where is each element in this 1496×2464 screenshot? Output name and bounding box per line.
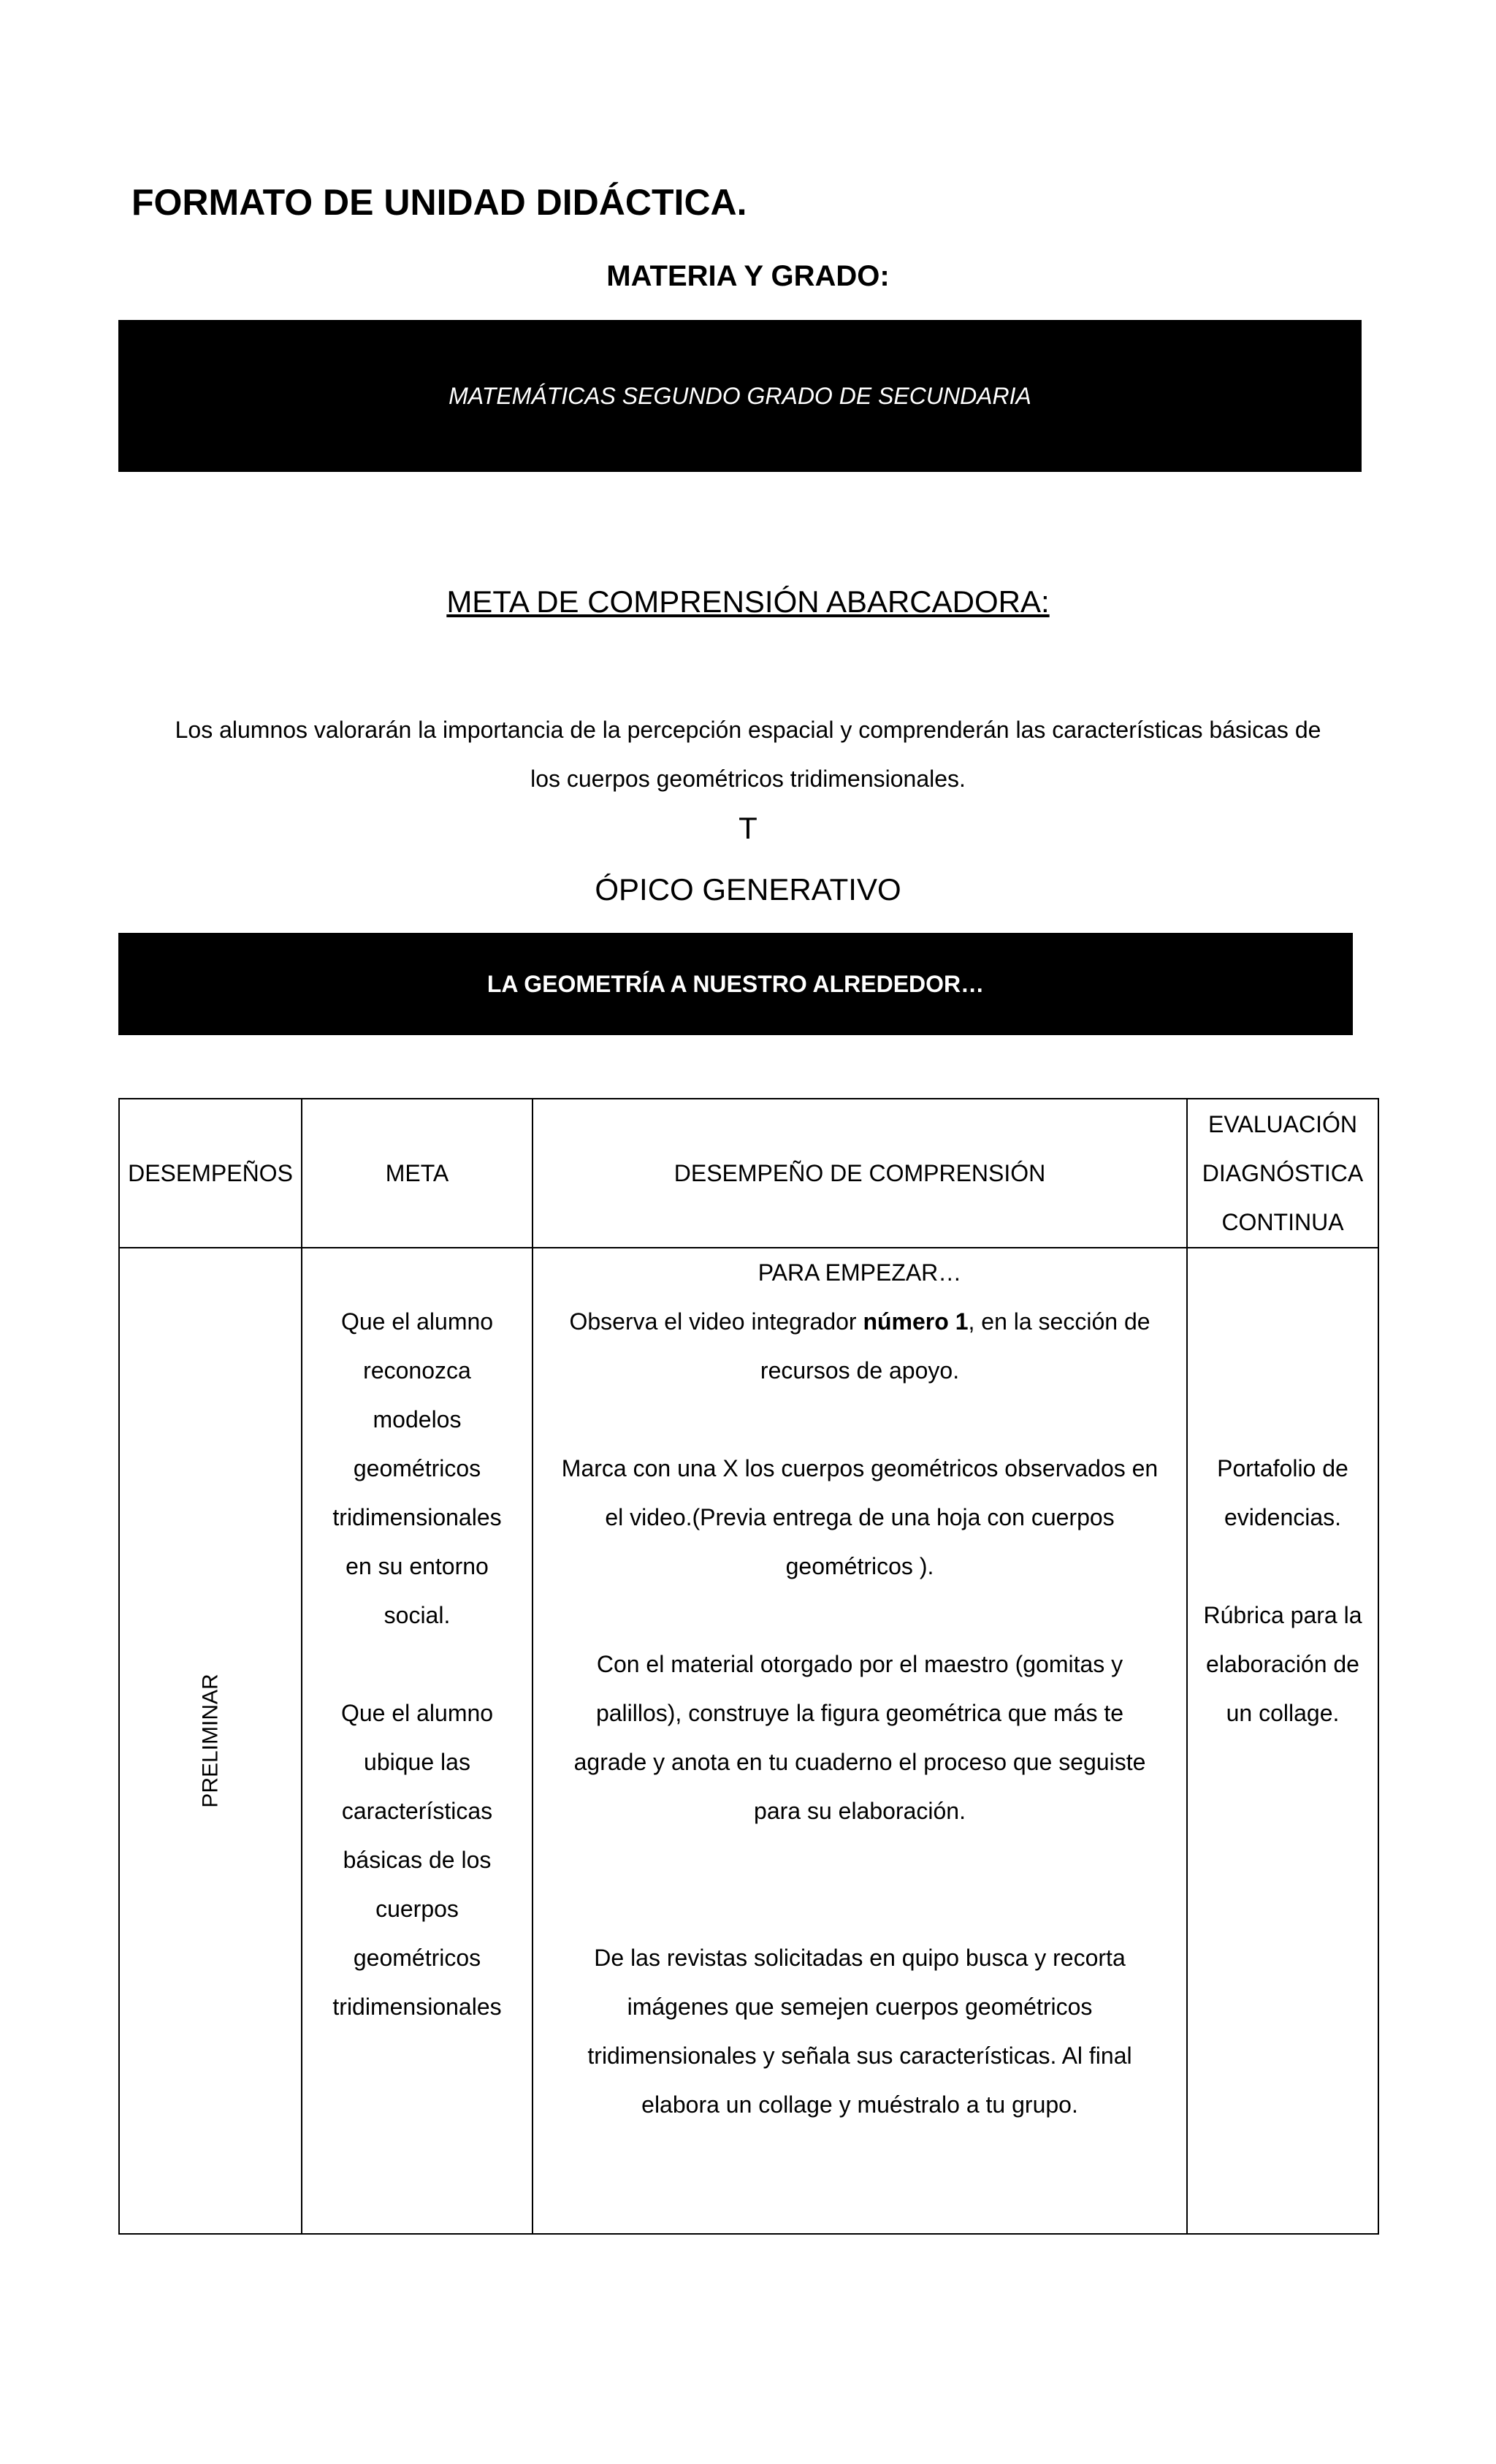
meta-line (310, 1640, 524, 1689)
meta-line: reconozca (363, 1357, 471, 1384)
revistas-line: tridimensionales y señala sus características. Al final (587, 2042, 1132, 2069)
stage-label: PRELIMINAR (198, 1674, 223, 1808)
meta-line: modelos (373, 1406, 462, 1433)
material-line: agrade y anota en tu cuaderno el proceso que seguiste (573, 1749, 1146, 1775)
header-meta: META (302, 1099, 533, 1248)
evaluacion-line: elaboración de (1206, 1651, 1359, 1677)
meta-line: ubique las (364, 1749, 470, 1775)
meta-line: cuerpos (375, 1896, 459, 1922)
topico-banner (118, 933, 1353, 1035)
material-line: palillos), construye la figura geométrica que más te (595, 1700, 1124, 1726)
table-header-row (119, 1099, 1378, 1248)
meta-text-line: los cuerpos geométricos tridimensionales. (530, 766, 966, 792)
video-number: número 1 (863, 1308, 969, 1335)
header-comprension: DESEMPEÑO DE COMPRENSIÓN (533, 1099, 1187, 1248)
evaluacion-line: evidencias. (1224, 1504, 1342, 1530)
materia-banner (118, 320, 1362, 472)
evaluacion-line: un collage. (1226, 1700, 1340, 1726)
page-title: FORMATO DE UNIDAD DIDÁCTICA. (131, 182, 747, 223)
topico-heading-first: T (739, 811, 757, 845)
header-desempenos: DESEMPEÑOS (119, 1099, 302, 1248)
table-row (119, 1248, 1378, 2234)
meta-line: tridimensionales (332, 1994, 502, 2020)
video-line-2: recursos de apoyo. (760, 1357, 960, 1384)
materia-value: MATEMÁTICAS SEGUNDO GRADO DE SECUNDARIA (449, 382, 1031, 409)
material-line: Con el material otorgado por el maestro (gomitas y (596, 1651, 1123, 1677)
video-line: Observa el video integrador número 1, en la sección de (569, 1308, 1150, 1335)
materia-label: MATERIA Y GRADO: (606, 260, 890, 292)
meta-lines (310, 1248, 524, 2032)
evaluacion-line: Portafolio de (1217, 1455, 1348, 1481)
revistas-line: imágenes que semejen cuerpos geométricos (627, 1994, 1093, 2020)
meta-line: Que el alumno (340, 1700, 494, 1726)
comprension-cell (533, 1248, 1187, 2234)
evaluacion-cell (1187, 1248, 1378, 2234)
meta-text (131, 706, 1365, 804)
meta-line: Que el alumno (340, 1308, 494, 1335)
meta-line: geométricos (353, 1455, 481, 1481)
unit-table (118, 1098, 1379, 2235)
meta-cell (302, 1248, 533, 2234)
meta-line: social. (383, 1602, 451, 1628)
marca-line: el video.(Previa entrega de una hoja con cuerpos (605, 1504, 1115, 1530)
material-line: para su elaboración. (754, 1798, 966, 1824)
revistas-line: elabora un collage y muéstralo a tu grupo. (641, 2091, 1078, 2118)
comprension-lines (541, 1248, 1179, 2129)
meta-line: en su entorno (346, 1553, 489, 1579)
meta-text-line: Los alumnos valorarán la importancia de la percepción espacial y comprenderán las características básicas de (175, 717, 1321, 743)
revistas-line: De las revistas solicitadas en quipo busca y recorta (594, 1945, 1126, 1971)
header-evaluacion-line: EVALUACIÓN (1208, 1110, 1357, 1137)
meta-line: básicas de los (343, 1847, 492, 1873)
meta-line: geométricos (353, 1945, 481, 1971)
evaluacion-lines (1195, 1248, 1370, 1738)
topico-value: LA GEOMETRÍA A NUESTRO ALREDEDOR… (486, 970, 985, 997)
meta-heading: META DE COMPRENSIÓN ABARCADORA: (446, 584, 1050, 619)
meta-line: tridimensionales (332, 1504, 502, 1530)
topico-heading-rest: ÓPICO GENERATIVO (595, 872, 901, 907)
stage-cell (119, 1248, 302, 2234)
meta-line: características (341, 1798, 493, 1824)
marca-line: geométricos ). (785, 1553, 934, 1579)
marca-line: Marca con una X los cuerpos geométricos observados en (561, 1455, 1159, 1481)
header-evaluacion-line: DIAGNÓSTICA (1202, 1159, 1364, 1186)
header-evaluacion-line: CONTINUA (1221, 1208, 1344, 1235)
para-empezar: PARA EMPEZAR… (757, 1259, 962, 1286)
header-evaluacion (1187, 1099, 1378, 1248)
evaluacion-line: Rúbrica para la (1203, 1602, 1362, 1628)
